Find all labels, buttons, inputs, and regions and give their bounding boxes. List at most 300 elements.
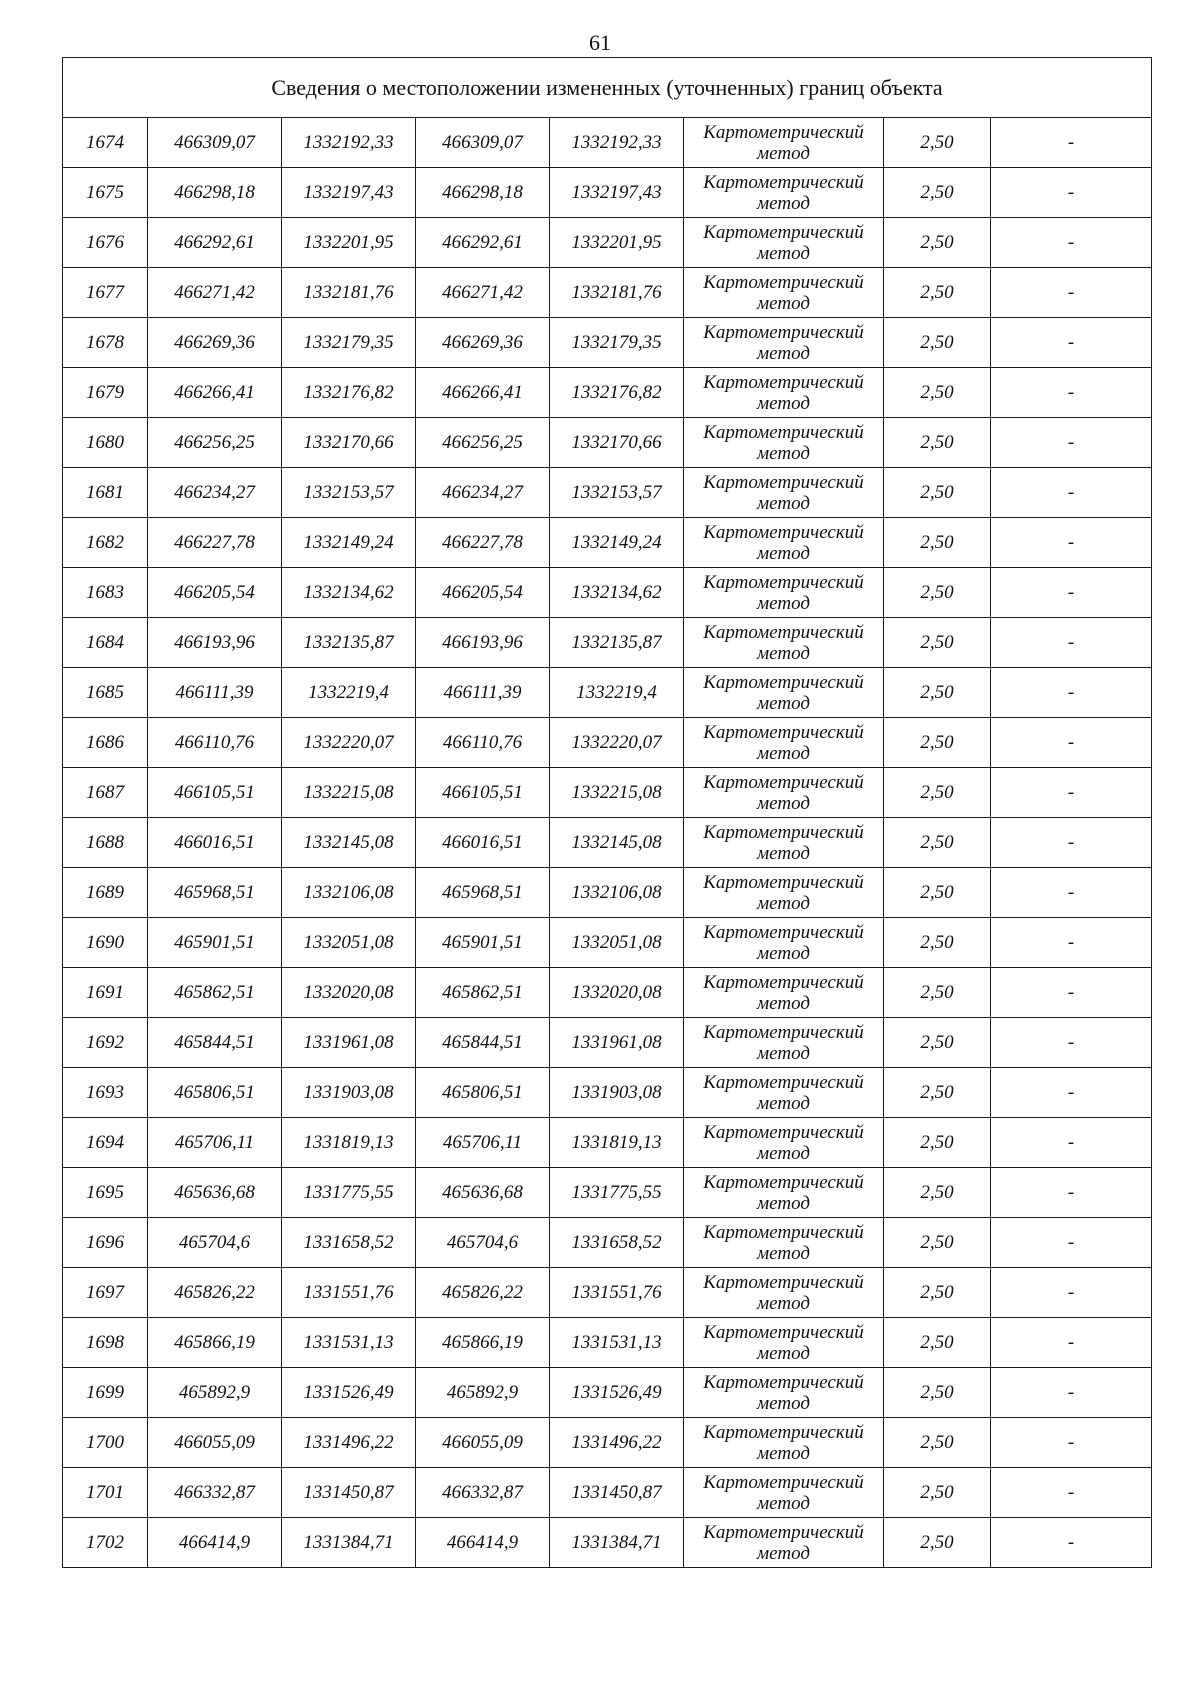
new-y-cell: 1332201,95 (550, 218, 684, 268)
note-cell: - (991, 918, 1152, 968)
table-title-row (63, 58, 1152, 118)
method-line-1: Картометрический (703, 521, 864, 543)
note-cell: - (991, 568, 1152, 618)
point-number-cell: 1674 (63, 118, 148, 168)
point-number-cell: 1700 (63, 1418, 148, 1468)
existing-x-cell: 466292,61 (148, 218, 282, 268)
method-line-2: метод (757, 1542, 810, 1564)
new-y-cell: 1331526,49 (550, 1368, 684, 1418)
new-x-cell: 466414,9 (416, 1518, 550, 1568)
new-x-cell: 466111,39 (416, 668, 550, 718)
existing-y-cell: 1331496,22 (282, 1418, 416, 1468)
existing-y-cell: 1331551,76 (282, 1268, 416, 1318)
accuracy-cell: 2,50 (884, 1368, 991, 1418)
table-row (63, 1318, 1152, 1368)
table-row (63, 718, 1152, 768)
existing-y-cell: 1331903,08 (282, 1068, 416, 1118)
table-row (63, 968, 1152, 1018)
new-x-cell: 465901,51 (416, 918, 550, 968)
accuracy-cell: 2,50 (884, 868, 991, 918)
method-line-1: Картометрический (703, 1471, 864, 1493)
new-y-cell: 1331819,13 (550, 1118, 684, 1168)
new-x-cell: 465706,11 (416, 1118, 550, 1168)
page-number: 61 (589, 30, 611, 55)
table-row (63, 368, 1152, 418)
note-cell: - (991, 1268, 1152, 1318)
point-number-cell: 1675 (63, 168, 148, 218)
table-row (63, 1518, 1152, 1568)
new-y-cell: 1332179,35 (550, 318, 684, 368)
accuracy-cell: 2,50 (884, 618, 991, 668)
existing-x-cell: 466193,96 (148, 618, 282, 668)
new-y-cell: 1332181,76 (550, 268, 684, 318)
table-row (63, 468, 1152, 518)
method-cell (684, 468, 884, 518)
table-row (63, 418, 1152, 468)
method-line-1: Картометрический (703, 871, 864, 893)
table-row (63, 1268, 1152, 1318)
method-cell (684, 318, 884, 368)
note-cell: - (991, 318, 1152, 368)
new-x-cell: 465636,68 (416, 1168, 550, 1218)
method-cell (684, 518, 884, 568)
method-line-1: Картометрический (703, 371, 864, 393)
point-number-cell: 1678 (63, 318, 148, 368)
method-cell (684, 1168, 884, 1218)
accuracy-cell: 2,50 (884, 1068, 991, 1118)
new-x-cell: 465704,6 (416, 1218, 550, 1268)
point-number-cell: 1680 (63, 418, 148, 468)
point-number-cell: 1696 (63, 1218, 148, 1268)
existing-x-cell: 465862,51 (148, 968, 282, 1018)
method-line-1: Картометрический (703, 971, 864, 993)
point-number-cell: 1694 (63, 1118, 148, 1168)
method-line-2: метод (757, 1042, 810, 1064)
method-cell (684, 818, 884, 868)
table-row (63, 1018, 1152, 1068)
existing-y-cell: 1331658,52 (282, 1218, 416, 1268)
existing-y-cell: 1331819,13 (282, 1118, 416, 1168)
method-cell (684, 568, 884, 618)
method-line-2: метод (757, 1342, 810, 1364)
note-cell: - (991, 118, 1152, 168)
new-y-cell: 1332149,24 (550, 518, 684, 568)
note-cell: - (991, 668, 1152, 718)
accuracy-cell: 2,50 (884, 518, 991, 568)
existing-x-cell: 466234,27 (148, 468, 282, 518)
new-x-cell: 466269,36 (416, 318, 550, 368)
method-line-2: метод (757, 142, 810, 164)
method-line-2: метод (757, 1392, 810, 1414)
point-number-cell: 1687 (63, 768, 148, 818)
method-cell (684, 718, 884, 768)
method-line-1: Картометрический (703, 1171, 864, 1193)
accuracy-cell: 2,50 (884, 668, 991, 718)
new-x-cell: 466016,51 (416, 818, 550, 868)
note-cell: - (991, 818, 1152, 868)
method-cell (684, 418, 884, 468)
new-x-cell: 466266,41 (416, 368, 550, 418)
new-y-cell: 1332051,08 (550, 918, 684, 968)
new-x-cell: 466105,51 (416, 768, 550, 818)
method-line-1: Картометрический (703, 1521, 864, 1543)
existing-x-cell: 466332,87 (148, 1468, 282, 1518)
method-line-1: Картометрический (703, 1071, 864, 1093)
new-x-cell: 466227,78 (416, 518, 550, 568)
new-x-cell: 466332,87 (416, 1468, 550, 1518)
existing-x-cell: 465706,11 (148, 1118, 282, 1168)
existing-y-cell: 1332106,08 (282, 868, 416, 918)
new-x-cell: 466271,42 (416, 268, 550, 318)
existing-y-cell: 1332135,87 (282, 618, 416, 668)
method-cell (684, 1518, 884, 1568)
point-number-cell: 1679 (63, 368, 148, 418)
method-cell (684, 268, 884, 318)
point-number-cell: 1693 (63, 1068, 148, 1118)
method-line-1: Картометрический (703, 421, 864, 443)
table-row (63, 168, 1152, 218)
new-y-cell: 1331658,52 (550, 1218, 684, 1268)
method-line-1: Картометрический (703, 1271, 864, 1293)
method-line-1: Картометрический (703, 171, 864, 193)
point-number-cell: 1701 (63, 1468, 148, 1518)
point-number-cell: 1695 (63, 1168, 148, 1218)
table-row (63, 868, 1152, 918)
method-line-1: Картометрический (703, 321, 864, 343)
existing-y-cell: 1331384,71 (282, 1518, 416, 1568)
point-number-cell: 1681 (63, 468, 148, 518)
method-line-1: Картометрический (703, 821, 864, 843)
method-line-1: Картометрический (703, 771, 864, 793)
method-line-1: Картометрический (703, 721, 864, 743)
existing-x-cell: 466110,76 (148, 718, 282, 768)
boundary-coordinates-table (62, 57, 1152, 1568)
table-row (63, 218, 1152, 268)
point-number-cell: 1689 (63, 868, 148, 918)
new-y-cell: 1332020,08 (550, 968, 684, 1018)
note-cell: - (991, 1068, 1152, 1118)
table-row (63, 668, 1152, 718)
method-line-2: метод (757, 892, 810, 914)
point-number-cell: 1692 (63, 1018, 148, 1068)
method-line-1: Картометрический (703, 1321, 864, 1343)
method-cell (684, 118, 884, 168)
table-row (63, 518, 1152, 568)
method-cell (684, 1118, 884, 1168)
existing-x-cell: 466414,9 (148, 1518, 282, 1568)
method-line-2: метод (757, 492, 810, 514)
point-number-cell: 1690 (63, 918, 148, 968)
note-cell: - (991, 368, 1152, 418)
method-line-2: метод (757, 692, 810, 714)
note-cell: - (991, 218, 1152, 268)
note-cell: - (991, 868, 1152, 918)
table-row (63, 268, 1152, 318)
accuracy-cell: 2,50 (884, 1418, 991, 1468)
table-row (63, 918, 1152, 968)
new-y-cell: 1331496,22 (550, 1418, 684, 1468)
existing-y-cell: 1331961,08 (282, 1018, 416, 1068)
note-cell: - (991, 1318, 1152, 1368)
method-line-2: метод (757, 642, 810, 664)
existing-x-cell: 465826,22 (148, 1268, 282, 1318)
method-cell (684, 618, 884, 668)
method-line-2: метод (757, 1442, 810, 1464)
existing-y-cell: 1332219,4 (282, 668, 416, 718)
table-title: Сведения о местоположении измененных (уточненных) границ объекта (63, 58, 1152, 118)
existing-y-cell: 1332215,08 (282, 768, 416, 818)
method-cell (684, 918, 884, 968)
existing-y-cell: 1332192,33 (282, 118, 416, 168)
existing-y-cell: 1332134,62 (282, 568, 416, 618)
method-line-2: метод (757, 292, 810, 314)
existing-x-cell: 465806,51 (148, 1068, 282, 1118)
note-cell: - (991, 268, 1152, 318)
accuracy-cell: 2,50 (884, 1468, 991, 1518)
method-cell (684, 868, 884, 918)
note-cell: - (991, 1418, 1152, 1468)
point-number-cell: 1684 (63, 618, 148, 668)
method-line-1: Картометрический (703, 1421, 864, 1443)
note-cell: - (991, 618, 1152, 668)
existing-x-cell: 466055,09 (148, 1418, 282, 1468)
point-number-cell: 1683 (63, 568, 148, 618)
method-line-1: Картометрический (703, 621, 864, 643)
point-number-cell: 1686 (63, 718, 148, 768)
note-cell: - (991, 168, 1152, 218)
existing-y-cell: 1332170,66 (282, 418, 416, 468)
note-cell: - (991, 468, 1152, 518)
new-x-cell: 466292,61 (416, 218, 550, 268)
accuracy-cell: 2,50 (884, 718, 991, 768)
existing-y-cell: 1331531,13 (282, 1318, 416, 1368)
note-cell: - (991, 1168, 1152, 1218)
accuracy-cell: 2,50 (884, 968, 991, 1018)
method-line-2: метод (757, 442, 810, 464)
method-cell (684, 1318, 884, 1368)
existing-y-cell: 1332145,08 (282, 818, 416, 868)
method-line-1: Картометрический (703, 1371, 864, 1393)
method-line-2: метод (757, 1092, 810, 1114)
accuracy-cell: 2,50 (884, 418, 991, 468)
accuracy-cell: 2,50 (884, 218, 991, 268)
existing-y-cell: 1332153,57 (282, 468, 416, 518)
accuracy-cell: 2,50 (884, 118, 991, 168)
existing-y-cell: 1332051,08 (282, 918, 416, 968)
existing-x-cell: 465636,68 (148, 1168, 282, 1218)
method-cell (684, 1268, 884, 1318)
table-row (63, 118, 1152, 168)
method-line-2: метод (757, 192, 810, 214)
table-row (63, 768, 1152, 818)
new-x-cell: 465866,19 (416, 1318, 550, 1368)
new-x-cell: 466309,07 (416, 118, 550, 168)
existing-x-cell: 466271,42 (148, 268, 282, 318)
new-x-cell: 465862,51 (416, 968, 550, 1018)
existing-x-cell: 466205,54 (148, 568, 282, 618)
existing-x-cell: 466269,36 (148, 318, 282, 368)
table-row (63, 1168, 1152, 1218)
method-cell (684, 1368, 884, 1418)
method-line-1: Картометрический (703, 571, 864, 593)
method-line-2: метод (757, 392, 810, 414)
accuracy-cell: 2,50 (884, 168, 991, 218)
method-line-2: метод (757, 942, 810, 964)
method-line-1: Картометрический (703, 121, 864, 143)
point-number-cell: 1688 (63, 818, 148, 868)
accuracy-cell: 2,50 (884, 318, 991, 368)
method-cell (684, 1218, 884, 1268)
new-x-cell: 466205,54 (416, 568, 550, 618)
new-y-cell: 1332153,57 (550, 468, 684, 518)
table-row (63, 1418, 1152, 1468)
method-line-1: Картометрический (703, 271, 864, 293)
new-x-cell: 466110,76 (416, 718, 550, 768)
new-x-cell: 466193,96 (416, 618, 550, 668)
note-cell: - (991, 1468, 1152, 1518)
new-y-cell: 1331384,71 (550, 1518, 684, 1568)
method-line-2: метод (757, 542, 810, 564)
new-y-cell: 1332215,08 (550, 768, 684, 818)
new-x-cell: 466055,09 (416, 1418, 550, 1468)
existing-y-cell: 1332220,07 (282, 718, 416, 768)
point-number-cell: 1676 (63, 218, 148, 268)
table-row (63, 1468, 1152, 1518)
method-line-2: метод (757, 1242, 810, 1264)
existing-x-cell: 465844,51 (148, 1018, 282, 1068)
method-line-2: метод (757, 1192, 810, 1214)
new-x-cell: 465968,51 (416, 868, 550, 918)
method-line-2: метод (757, 792, 810, 814)
method-cell (684, 1068, 884, 1118)
accuracy-cell: 2,50 (884, 268, 991, 318)
new-y-cell: 1332170,66 (550, 418, 684, 468)
note-cell: - (991, 768, 1152, 818)
accuracy-cell: 2,50 (884, 1268, 991, 1318)
existing-y-cell: 1332020,08 (282, 968, 416, 1018)
new-y-cell: 1331551,76 (550, 1268, 684, 1318)
point-number-cell: 1682 (63, 518, 148, 568)
new-y-cell: 1332176,82 (550, 368, 684, 418)
existing-x-cell: 465704,6 (148, 1218, 282, 1268)
point-number-cell: 1698 (63, 1318, 148, 1368)
existing-y-cell: 1332197,43 (282, 168, 416, 218)
method-line-2: метод (757, 342, 810, 364)
method-cell (684, 168, 884, 218)
existing-x-cell: 466105,51 (148, 768, 282, 818)
accuracy-cell: 2,50 (884, 1318, 991, 1368)
existing-x-cell: 465968,51 (148, 868, 282, 918)
note-cell: - (991, 1368, 1152, 1418)
method-cell (684, 1468, 884, 1518)
accuracy-cell: 2,50 (884, 1168, 991, 1218)
new-x-cell: 465826,22 (416, 1268, 550, 1318)
accuracy-cell: 2,50 (884, 1518, 991, 1568)
new-y-cell: 1332135,87 (550, 618, 684, 668)
point-number-cell: 1677 (63, 268, 148, 318)
new-y-cell: 1331775,55 (550, 1168, 684, 1218)
method-line-2: метод (757, 1292, 810, 1314)
method-line-2: метод (757, 242, 810, 264)
method-line-2: метод (757, 1142, 810, 1164)
accuracy-cell: 2,50 (884, 368, 991, 418)
accuracy-cell: 2,50 (884, 568, 991, 618)
note-cell: - (991, 518, 1152, 568)
existing-y-cell: 1332179,35 (282, 318, 416, 368)
new-y-cell: 1331961,08 (550, 1018, 684, 1068)
existing-y-cell: 1331775,55 (282, 1168, 416, 1218)
method-cell (684, 1018, 884, 1068)
method-line-2: метод (757, 992, 810, 1014)
existing-y-cell: 1332181,76 (282, 268, 416, 318)
new-x-cell: 466256,25 (416, 418, 550, 468)
existing-x-cell: 466111,39 (148, 668, 282, 718)
note-cell: - (991, 1218, 1152, 1268)
existing-y-cell: 1331526,49 (282, 1368, 416, 1418)
accuracy-cell: 2,50 (884, 918, 991, 968)
new-y-cell: 1332192,33 (550, 118, 684, 168)
method-cell (684, 218, 884, 268)
new-x-cell: 465806,51 (416, 1068, 550, 1118)
accuracy-cell: 2,50 (884, 1218, 991, 1268)
accuracy-cell: 2,50 (884, 1018, 991, 1068)
method-cell (684, 768, 884, 818)
new-x-cell: 466234,27 (416, 468, 550, 518)
existing-x-cell: 466256,25 (148, 418, 282, 468)
existing-x-cell: 465866,19 (148, 1318, 282, 1368)
method-line-1: Картометрический (703, 471, 864, 493)
method-cell (684, 668, 884, 718)
point-number-cell: 1685 (63, 668, 148, 718)
existing-y-cell: 1332149,24 (282, 518, 416, 568)
method-line-2: метод (757, 592, 810, 614)
method-line-2: метод (757, 742, 810, 764)
note-cell: - (991, 1018, 1152, 1068)
note-cell: - (991, 1118, 1152, 1168)
existing-x-cell: 465901,51 (148, 918, 282, 968)
point-number-cell: 1691 (63, 968, 148, 1018)
table-row (63, 818, 1152, 868)
accuracy-cell: 2,50 (884, 768, 991, 818)
table-row (63, 1068, 1152, 1118)
new-y-cell: 1331903,08 (550, 1068, 684, 1118)
accuracy-cell: 2,50 (884, 468, 991, 518)
method-line-1: Картометрический (703, 1021, 864, 1043)
new-y-cell: 1331531,13 (550, 1318, 684, 1368)
new-y-cell: 1332145,08 (550, 818, 684, 868)
note-cell: - (991, 968, 1152, 1018)
existing-y-cell: 1332176,82 (282, 368, 416, 418)
method-line-1: Картометрический (703, 1221, 864, 1243)
note-cell: - (991, 718, 1152, 768)
new-y-cell: 1332134,62 (550, 568, 684, 618)
table-row (63, 618, 1152, 668)
method-cell (684, 368, 884, 418)
method-line-1: Картометрический (703, 921, 864, 943)
table-row (63, 568, 1152, 618)
point-number-cell: 1699 (63, 1368, 148, 1418)
method-line-2: метод (757, 842, 810, 864)
note-cell: - (991, 418, 1152, 468)
new-y-cell: 1332220,07 (550, 718, 684, 768)
accuracy-cell: 2,50 (884, 818, 991, 868)
table-row (63, 318, 1152, 368)
existing-x-cell: 466227,78 (148, 518, 282, 568)
new-x-cell: 466298,18 (416, 168, 550, 218)
new-y-cell: 1332219,4 (550, 668, 684, 718)
method-cell (684, 1418, 884, 1468)
new-y-cell: 1332197,43 (550, 168, 684, 218)
